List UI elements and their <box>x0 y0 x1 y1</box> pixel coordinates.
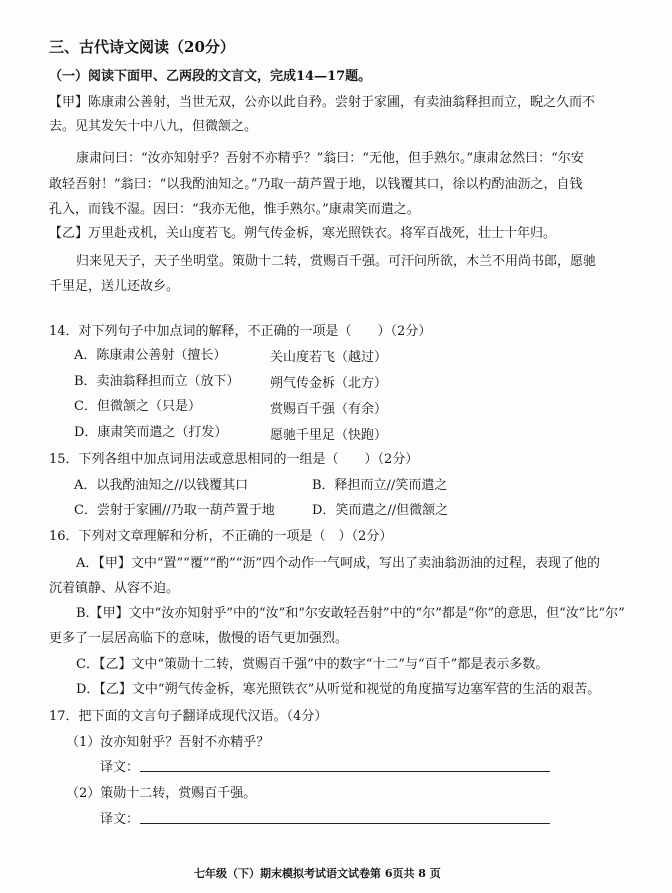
question-16-option-a: A．【甲】文中“置”“覆”“酌”“沥”四个动作一气呵成，写出了卖油翁沥油的过程，表现了他的 <box>76 556 601 571</box>
passage-jia-line: 孔入，而钱不湿。因曰：“我亦无他，惟手熟尔。”康肃笑而遣之。 <box>49 202 420 217</box>
question-14-option-d: D．康肃笑而遣之（打发） <box>74 425 228 440</box>
question-16-option-d: D．【乙】文中“朔气传金柝，寒光照铁衣”从听觉和视觉的角度描写边塞军营的生活的艰苦。 <box>76 682 601 697</box>
question-16-option-b: B.【甲】文中“汝亦知射乎”中的“汝”和“尔安敢轻吾射”中的“尔”都是“你”的意思，但“汝”比“尔” <box>76 606 625 621</box>
question-14-stem: 14．对下列句子中加点词的解释，不正确的一项是（ ）（2分） <box>49 324 432 339</box>
question-14-option-a: A．陈康肃公善射（擅长） <box>74 348 227 363</box>
question-15-stem: 15．下列各组中加点词用法或意思相同的一组是（ ）（2分） <box>49 452 419 467</box>
question-16-option-c: C．【乙】文中“策勋十二转，赏赐百千强”中的数字“十二”与“百千”都是表示多数。 <box>76 657 549 672</box>
page-footer: 七年级（下）期末模拟考试语文试卷第 6页共 8 页 <box>194 867 441 880</box>
question-15-option-a: A．以我酌油知之//以钱覆其口 <box>74 478 249 493</box>
question-14-option-b-pair: 朔气传金柝（北方） <box>270 376 388 391</box>
translation-answer-line-2[interactable] <box>140 823 550 824</box>
question-16-option-a-cont: 沉着镇静、从容不迫。 <box>49 581 180 596</box>
passage-jia-line: 【甲】陈康肃公善射，当世无双，公亦以此自矜。尝射于家圃，有卖油翁释担而立，睨之久而不 <box>49 95 596 110</box>
question-15-option-d: D．笑而遣之//但微颔之 <box>312 503 449 518</box>
passage-yi-line: 归来见天子，天子坐明堂。策勋十二转，赏赐百千强。可汗问所欲，木兰不用尚书郎，愿驰 <box>76 254 597 269</box>
question-17-stem: 17．把下面的文言句子翻译成现代汉语。（4分） <box>49 709 328 724</box>
question-14-option-c: C．但微颔之（只是） <box>74 399 201 414</box>
question-17-item-1: （1）汝亦知射乎？吾射不亦精乎？ <box>66 735 270 750</box>
part-intro: （一）阅读下面甲、乙两段的文言文，完成14—17题。 <box>49 69 372 84</box>
passage-jia-line: 去。见其发矢十中八九，但微颔之。 <box>49 119 258 134</box>
passage-yi-line: 千里足，送儿还故乡。 <box>49 279 180 294</box>
passage-yi-line: 【乙】万里赴戎机，关山度若飞。朔气传金柝，寒光照铁衣。将军百战死，壮士十年归。 <box>49 226 557 241</box>
translation-answer-line-1[interactable] <box>140 771 550 772</box>
question-17-item-2: （2）策勋十二转，赏赐百千强。 <box>66 786 257 801</box>
question-14-option-d-pair: 愿驰千里足（快跑） <box>270 428 388 443</box>
question-15-option-b: B．释担而立//笑而遣之 <box>312 478 448 493</box>
translation-label-1: 译文： <box>100 760 140 775</box>
question-16-option-b-cont: 更多了一层居高临下的意味，傲慢的语气更加强烈。 <box>49 631 349 646</box>
question-15-option-c: C．尝射于家圃//乃取一葫芦置于地 <box>74 503 275 518</box>
question-14-option-c-pair: 赏赐百千强（有余） <box>270 402 388 417</box>
question-14-option-a-pair: 关山度若飞（越过） <box>270 350 388 365</box>
section-title: 三、古代诗文阅读（20分） <box>49 38 235 56</box>
question-14-option-b: B．卖油翁释担而立（放下） <box>74 374 240 389</box>
translation-label-2: 译文： <box>100 812 140 827</box>
question-16-stem: 16．下列对文章理解和分析，不正确的一项是（ ）（2分） <box>49 529 393 544</box>
passage-jia-line: 康肃问曰：“汝亦知射乎？吾射不亦精乎？”翁曰：“无他，但手熟尔。”康肃忿然曰：“尔安 <box>76 151 584 166</box>
passage-jia-line: 敢轻吾射！”翁曰：“以我酌油知之。”乃取一葫芦置于地，以钱覆其口，徐以杓酌油沥之，自钱 <box>49 177 583 192</box>
